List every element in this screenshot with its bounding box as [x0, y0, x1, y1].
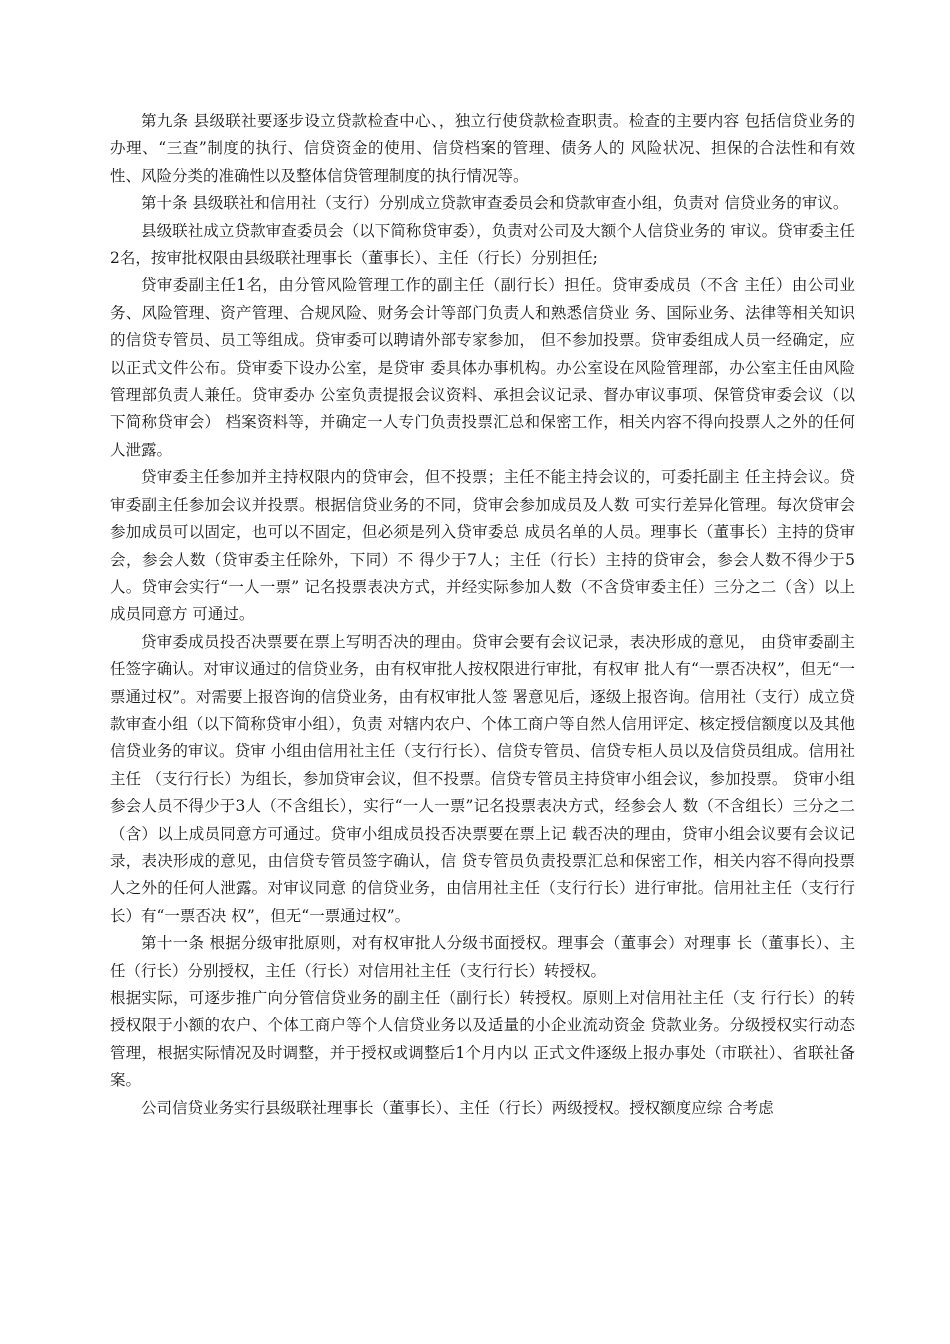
paragraph-loan-review-committee: 县级联社成立贷款审查委员会（以下简称贷审委），负责对公司及大额个人信贷业务的 审议。贷审委主任2名，按审批权限由县级联社理事长（董事长）、主任（行长）分别担任;	[110, 221, 855, 268]
paragraph-veto-and-review-group: 贷审委成员投否决票要在票上写明否决的理由。贷审会要有会议记录，表决形成的意见， 由贷审委副主任签字确认。对审议通过的信贷业务，由有权审批人按权限进行审批，有权审 批人有“一票否决权”，但无“一票通过权”。对需要上报咨询的信贷业务，由有权审批人签 署意见后，逐级上报咨询。信用社（支行）成立贷款审查小组（以下简称贷审小组），负责 对辖内农户、个体工商户等自然人信用评定、核定授信额度以及其他信贷业务的审议。贷审 小组由信用社主任（支行行长）、信贷专管员、信贷专柜人员以及信贷员组成。信用社主任 （支行行长）为组长，参加贷审会议，但不投票。信贷专管员主持贷审小组会议，参加投票。 贷审小组参会人员不得少于3人（不含组长），实行“一人一票”记名投票表决方式，经参会人 数（不含组长）三分之二（含）以上成员同意方可通过。贷审小组成员投否决票要在票上记 载否决的理由，贷审小组会议要有会议记录，表决形成的意见，由信贷专管员签字确认，信 贷专管员负责投票汇总和保密工作，相关内容不得向投票人之外的任何人泄露。对审议同意 的信贷业务，由信用社主任（支行行长）进行审批。信用社主任（支行行长）有“一票否决 权”，但无“一票通过权”。	[110, 632, 855, 925]
document-body	[110, 108, 855, 1122]
paragraph-committee-meetings: 贷审委主任参加并主持权限内的贷审会，但不投票；主任不能主持会议的，可委托副主 任主持会议。贷审委副主任参加会议并投票。根据信贷业务的不同，贷审会参加成员及人数 可实行差异化管理。每次贷审会参加成员可以固定，也可以不固定，但必须是列入贷审委总 成员名单的人员。理事长（董事长）主持的贷审会，参会人数（贷审委主任除外，下同）不 得少于7人；主任（行长）主持的贷审会，参会人数不得少于5人。贷审会实行“一人一票” 记名投票表决方式，并经实际参加人数（不含贷审委主任）三分之二（含）以上成员同意方 可通过。	[110, 468, 855, 624]
paragraph-article-9: 第九条 县级联社要逐步设立贷款检查中心、，独立行使贷款检查职责。检查的主要内容 包括信贷业务的办理、“三查”制度的执行、信贷资金的使用、信贷档案的管理、债务人的 风险状况、担保的合法性和有效性、风险分类的准确性以及整体信贷管理制度的执行情况等。	[110, 112, 855, 185]
paragraph-article-10: 第十条 县级联社和信用社（支行）分别成立贷款审查委员会和贷款审查小组，负责对 信贷业务的审议。	[141, 194, 849, 213]
paragraph-article-11: 第十一条 根据分级审批原则，对有权审批人分级书面授权。理事会（董事会）对理事 长（董事长）、主任（行长）分别授权，主任（行长）对信用社主任（支行行长）转授权。	[110, 934, 855, 980]
paragraph-committee-members: 贷审委副主任1名，由分管风险管理工作的副主任（副行长）担任。贷审委成员（不含 主任）由公司业务、风险管理、资产管理、合规风险、财务会计等部门负责人和熟悉信贷业 务、国际业务、法律等相关知识的信贷专管员、员工等组成。贷审委可以聘请外部专家参加， 但不参加投票。贷审委组成人员一经确定，应以正式文件公布。贷审委下设办公室，是贷审 委具体办事机构。办公室设在风险管理部，办公室主任由风险管理部负责人兼任。贷审委办 公室负责提报会议资料、承担会议记录、督办审议事项、保管贷审委会议（以下简称贷审会） 档案资料等，并确定一人专门负责投票汇总和保密工作，相关内容不得向投票人之外的任何 人泄露。	[110, 276, 855, 459]
paragraph-sub-authorization: 根据实际，可逐步推广向分管信贷业务的副主任（副行长）转授权。原则上对信用社主任（支 行行长）的转授权限于小额的农户、个体工商户等个人信贷业务以及适量的小企业流动资金 贷款业务。分级授权实行动态管理，根据实际情况及时调整，并于授权或调整后1个月内以 正式文件逐级上报办事处（市联社）、省联社备案。	[110, 989, 855, 1090]
paragraph-corporate-authorization: 公司信贷业务实行县级联社理事长（董事长）、主任（行长）两级授权。授权额度应综 合考虑	[141, 1098, 774, 1117]
